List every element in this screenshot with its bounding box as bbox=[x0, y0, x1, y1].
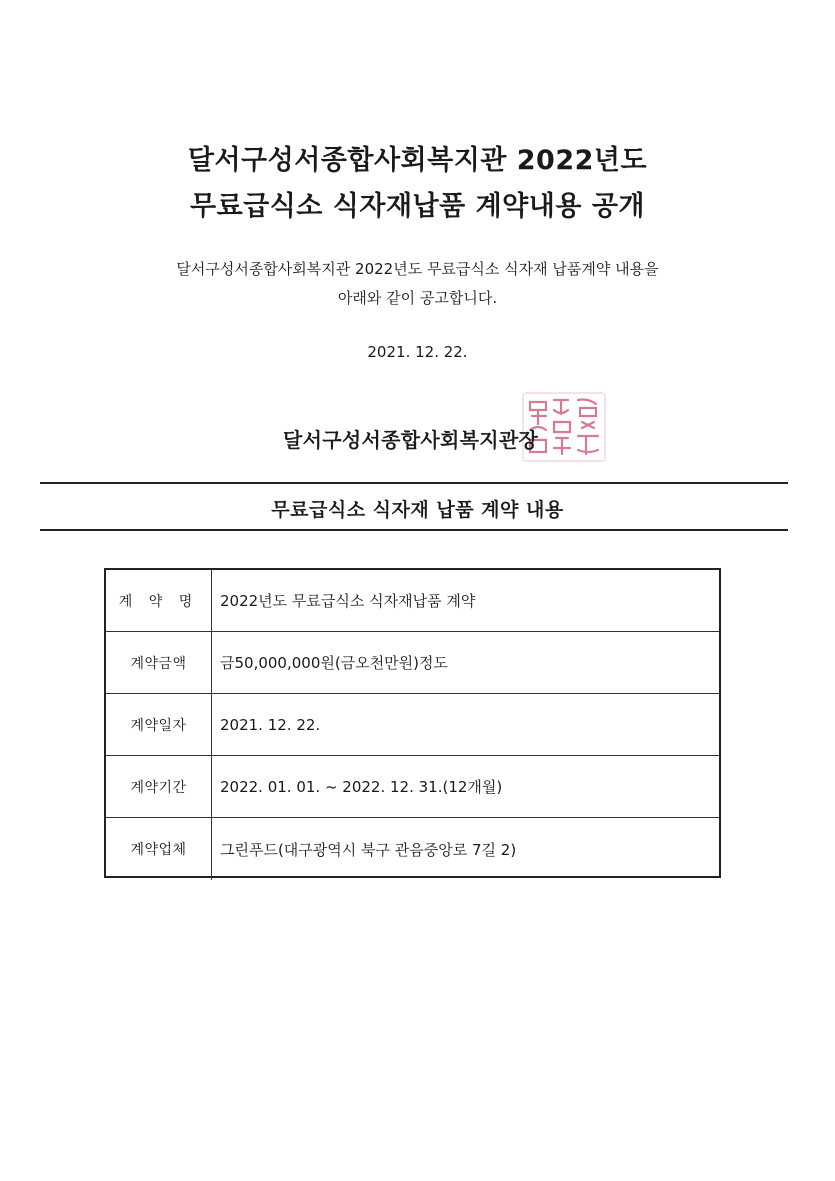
row-value: 2022. 01. 01. ~ 2022. 12. 31.(12개월) bbox=[220, 778, 503, 796]
row-value: 그린푸드(대구광역시 북구 관음중앙로 7길 2) bbox=[220, 840, 517, 859]
document-title-line1: 달서구성서종합사회복지관 2022년도 bbox=[187, 145, 648, 176]
row-label: 계약업체 bbox=[106, 818, 212, 880]
intro-line2: 아래와 같이 공고합니다. bbox=[337, 289, 498, 307]
section-rule-top bbox=[40, 482, 788, 484]
row-label: 계 약 명 bbox=[106, 570, 212, 631]
row-label: 계약금액 bbox=[106, 632, 212, 693]
table-row bbox=[106, 632, 719, 694]
table-row bbox=[106, 570, 719, 632]
row-label: 계약기간 bbox=[106, 756, 212, 817]
table-row bbox=[106, 756, 719, 818]
row-label: 계약일자 bbox=[106, 694, 212, 755]
row-value: 2021. 12. 22. bbox=[220, 715, 321, 734]
row-value: 금50,000,000원(금오천만원)정도 bbox=[220, 654, 448, 672]
intro-line1: 달서구성서종합사회복지관 2022년도 무료급식소 식자재 납품계약 내용을 bbox=[176, 260, 659, 278]
contract-details-table bbox=[104, 568, 721, 878]
announcement-date: 2021. 12. 22. bbox=[367, 343, 468, 361]
row-value: 2022년도 무료급식소 식자재납품 계약 bbox=[220, 592, 476, 610]
document-title-line2: 무료급식소 식자재납품 계약내용 공개 bbox=[189, 191, 645, 222]
intro-paragraph bbox=[0, 255, 835, 313]
table-row bbox=[106, 818, 719, 880]
issuer-signature: 달서구성서종합사회복지관장 bbox=[283, 428, 539, 452]
table-row bbox=[106, 694, 719, 756]
section-title: 무료급식소 식자재 납품 계약 내용 bbox=[271, 499, 564, 521]
section-rule-bottom bbox=[40, 529, 788, 531]
